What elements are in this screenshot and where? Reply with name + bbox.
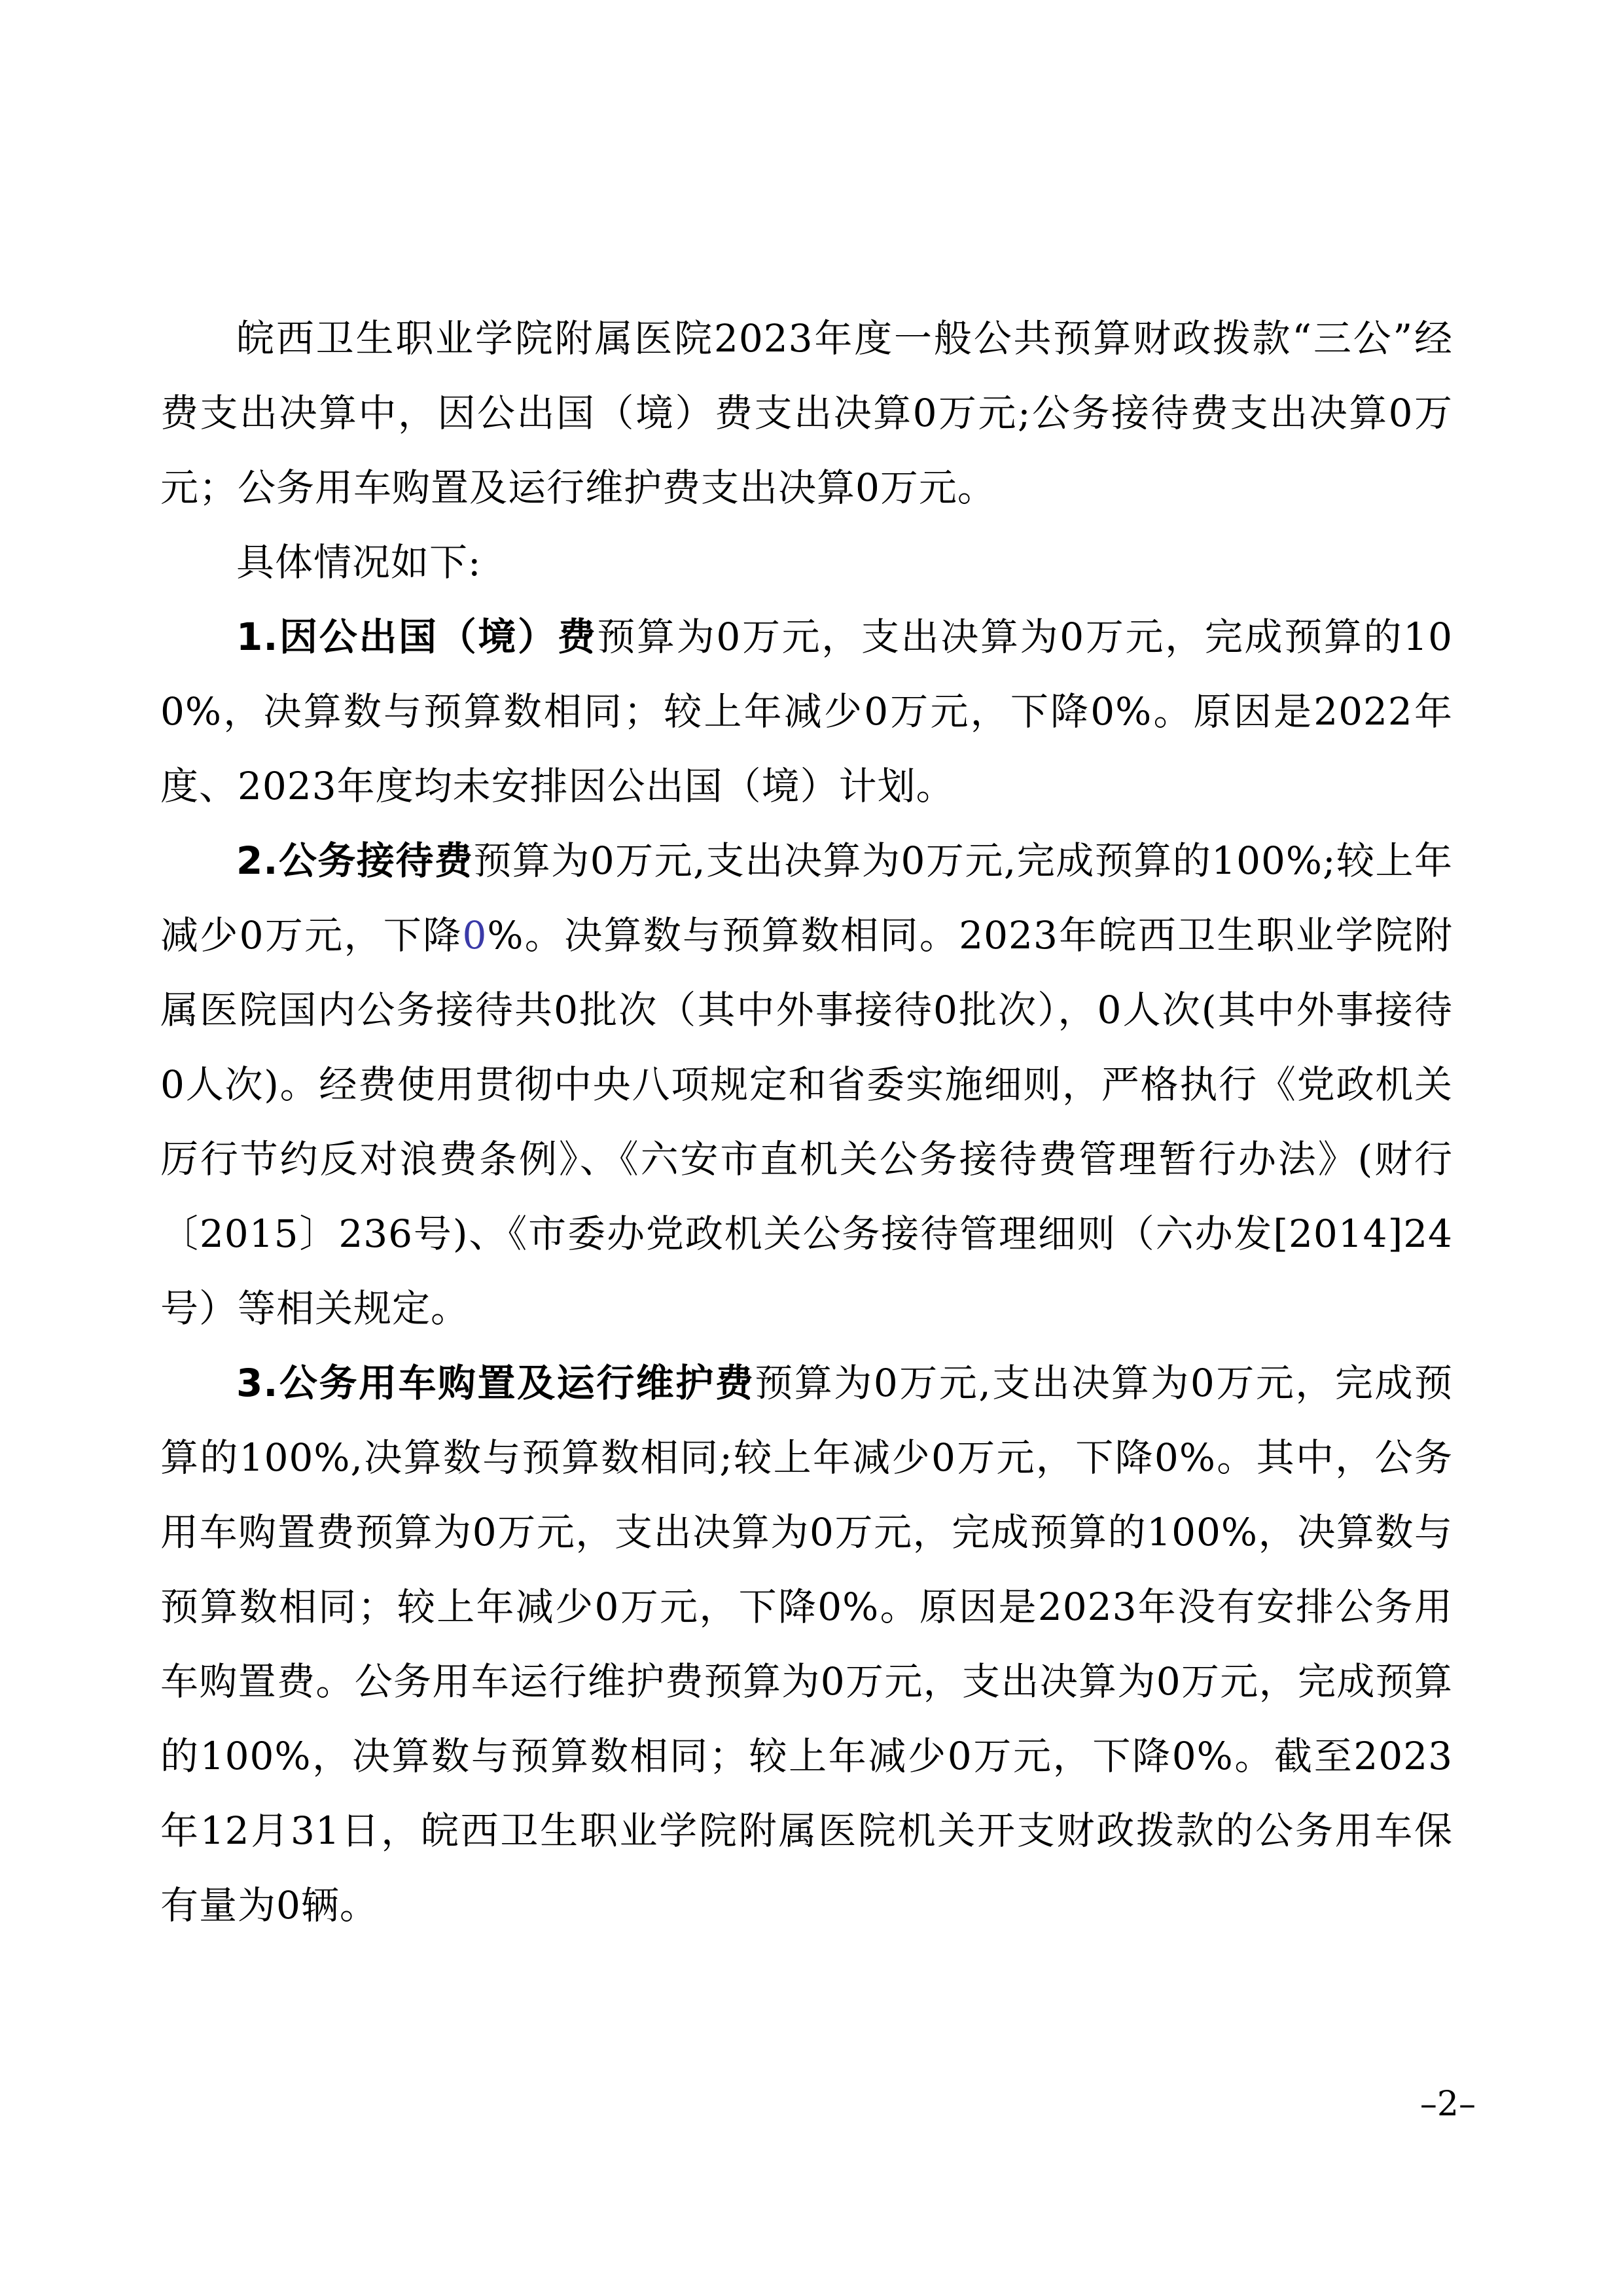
- page-number: –2–: [1419, 2085, 1476, 2124]
- item3-heading: 3.公务用车购置及运行维护费: [236, 1361, 755, 1405]
- intro-paragraph: 皖西卫生职业学院附属医院2023年度一般公共预算财政拨款“三公”经费支出决算中，因公出国（境）费支出决算0万元;公务接待费支出决算0万元；公务用车购置及运行维护费支出决算0万元。: [160, 316, 1453, 510]
- item3-body: 预算为0万元,支出决算为0万元，完成预算的100%,决算数与预算数相同;较上年减少0万元，下降0%。其中，公务用车购置费预算为0万元，支出决算为0万元，完成预算的100%，决算数与预算数相同；较上年减少0万元，下降0%。原因是2023年没有安排公务用车购置费。公务用车运行维护费预算为0万元，支出决算为0万元，完成预算的100%，决算数与预算数相同；较上年减少0万元，下降0%。截至2023年12月31日，皖西卫生职业学院附属医院机关开支财政拨款的公务用车保有量为0辆。: [160, 1361, 1453, 1928]
- item2-body-a: 预算为0万元,支出决算为0万元,完成预算的100%;较上年减少0万元，下降: [160, 838, 1453, 958]
- item1-body: 预算为0万元，支出决算为0万元，完成预算的100%，决算数与预算数相同；较上年减少0万元，下降0%。原因是2022年度、2023年度均未安排因公出国（境）计划。: [160, 615, 1453, 808]
- item2-paragraph: [160, 823, 1453, 1346]
- item2-heading: 2.公务接待费: [236, 838, 474, 883]
- item1-paragraph: [160, 600, 1453, 823]
- document-body: [160, 301, 1453, 1943]
- item2-highlight-value: 0: [462, 913, 488, 958]
- lead-paragraph: 具体情况如下:: [236, 540, 482, 584]
- item2-body-b: %。决算数与预算数相同。2023年皖西卫生职业学院附属医院国内公务接待共0批次（其中外事接待0批次），0人次(其中外事接待0人次)。经费使用贯彻中央八项规定和省委实施细则，严格执行《党政机关厉行节约反对浪费条例》、《六安市直机关公务接待费管理暂行办法》(财行〔2015〕236号)、《市委办党政机关公务接待管理细则（六办发[2014]24号）等相关规定。: [160, 913, 1454, 1331]
- item1-heading: 1.因公出国（境）费: [236, 615, 597, 659]
- item3-paragraph: [160, 1346, 1453, 1943]
